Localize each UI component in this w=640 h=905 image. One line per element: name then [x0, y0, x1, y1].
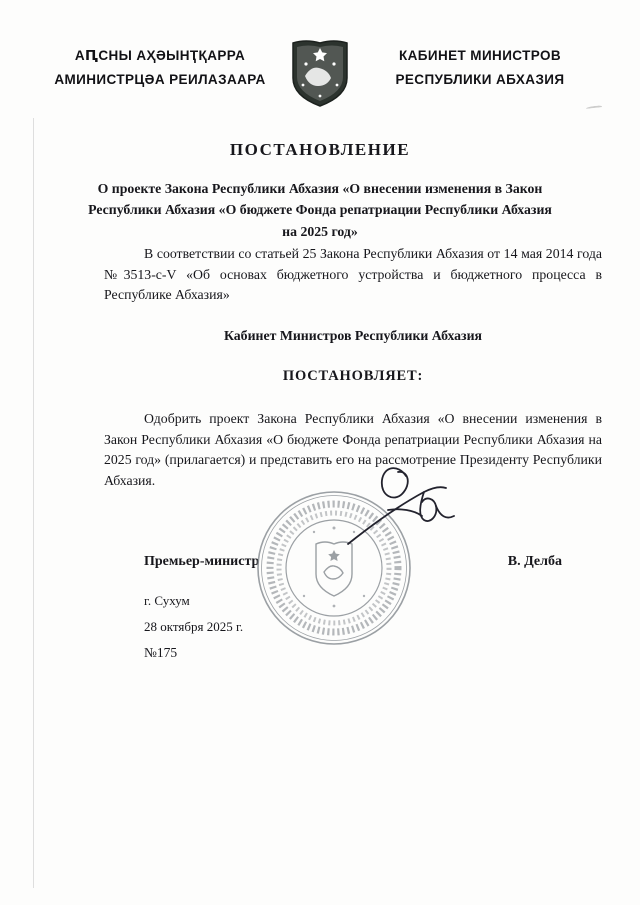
letterhead-abkhaz [47, 38, 273, 91]
letterhead-abkhaz-line1: АԤСНЫ АҲӘЫНҬҚАРРА [74, 48, 246, 63]
footer-date: 28 октября 2025 г. [144, 618, 244, 634]
decree-word: ПОСТАНОВЛЯЕТ: [282, 368, 424, 385]
footer-place: г. Сухум [144, 592, 190, 608]
coat-of-arms-icon [291, 38, 349, 113]
letterhead [0, 38, 640, 113]
signer-role: Премьер-министр [144, 553, 260, 569]
document-subject: О проекте Закона Республики Абхазия «О внесении изменения в Закон Республики Абхазия «О бюджете Фонда репатриации Республики Абхазия на 2025 год» [88, 181, 552, 239]
signer-name: В. Делба [507, 553, 562, 569]
letterhead-abkhaz-line2: АМИНИСТРЦӘА РЕИЛАЗААРА [54, 71, 266, 87]
handwritten-signature-icon [328, 458, 478, 578]
scan-artifact-line [33, 118, 34, 888]
letterhead-russian [367, 38, 593, 91]
body-paragraph-1: В соответствии со статьей 25 Закона Республики Абхазия от 14 мая 2014 года №3513-с-V «Об основах бюджетного устройства и бюджетного процесса в Республике Абхазия» [104, 246, 602, 303]
document-title: ПОСТАНОВЛЕНИЕ [229, 140, 411, 159]
letterhead-russian-line1: КАБИНЕТ МИНИСТРОВ [398, 48, 562, 63]
footer-number: №175 [144, 644, 178, 660]
issuer-line: Кабинет Министров Республики Абхазия [223, 328, 483, 344]
body-paragraph-2: Одобрить проект Закона Республики Абхазия «О внесении изменения в Закон Республики Абхазия «О бюджете Фонда репатриации Республики Абхазия на 2025 год» (прилагается) и представить его на рассмотрение Президенту Республики Абхазия. [104, 411, 602, 489]
letterhead-russian-line2: РЕСПУБЛИКИ АБХАЗИЯ [395, 71, 565, 87]
